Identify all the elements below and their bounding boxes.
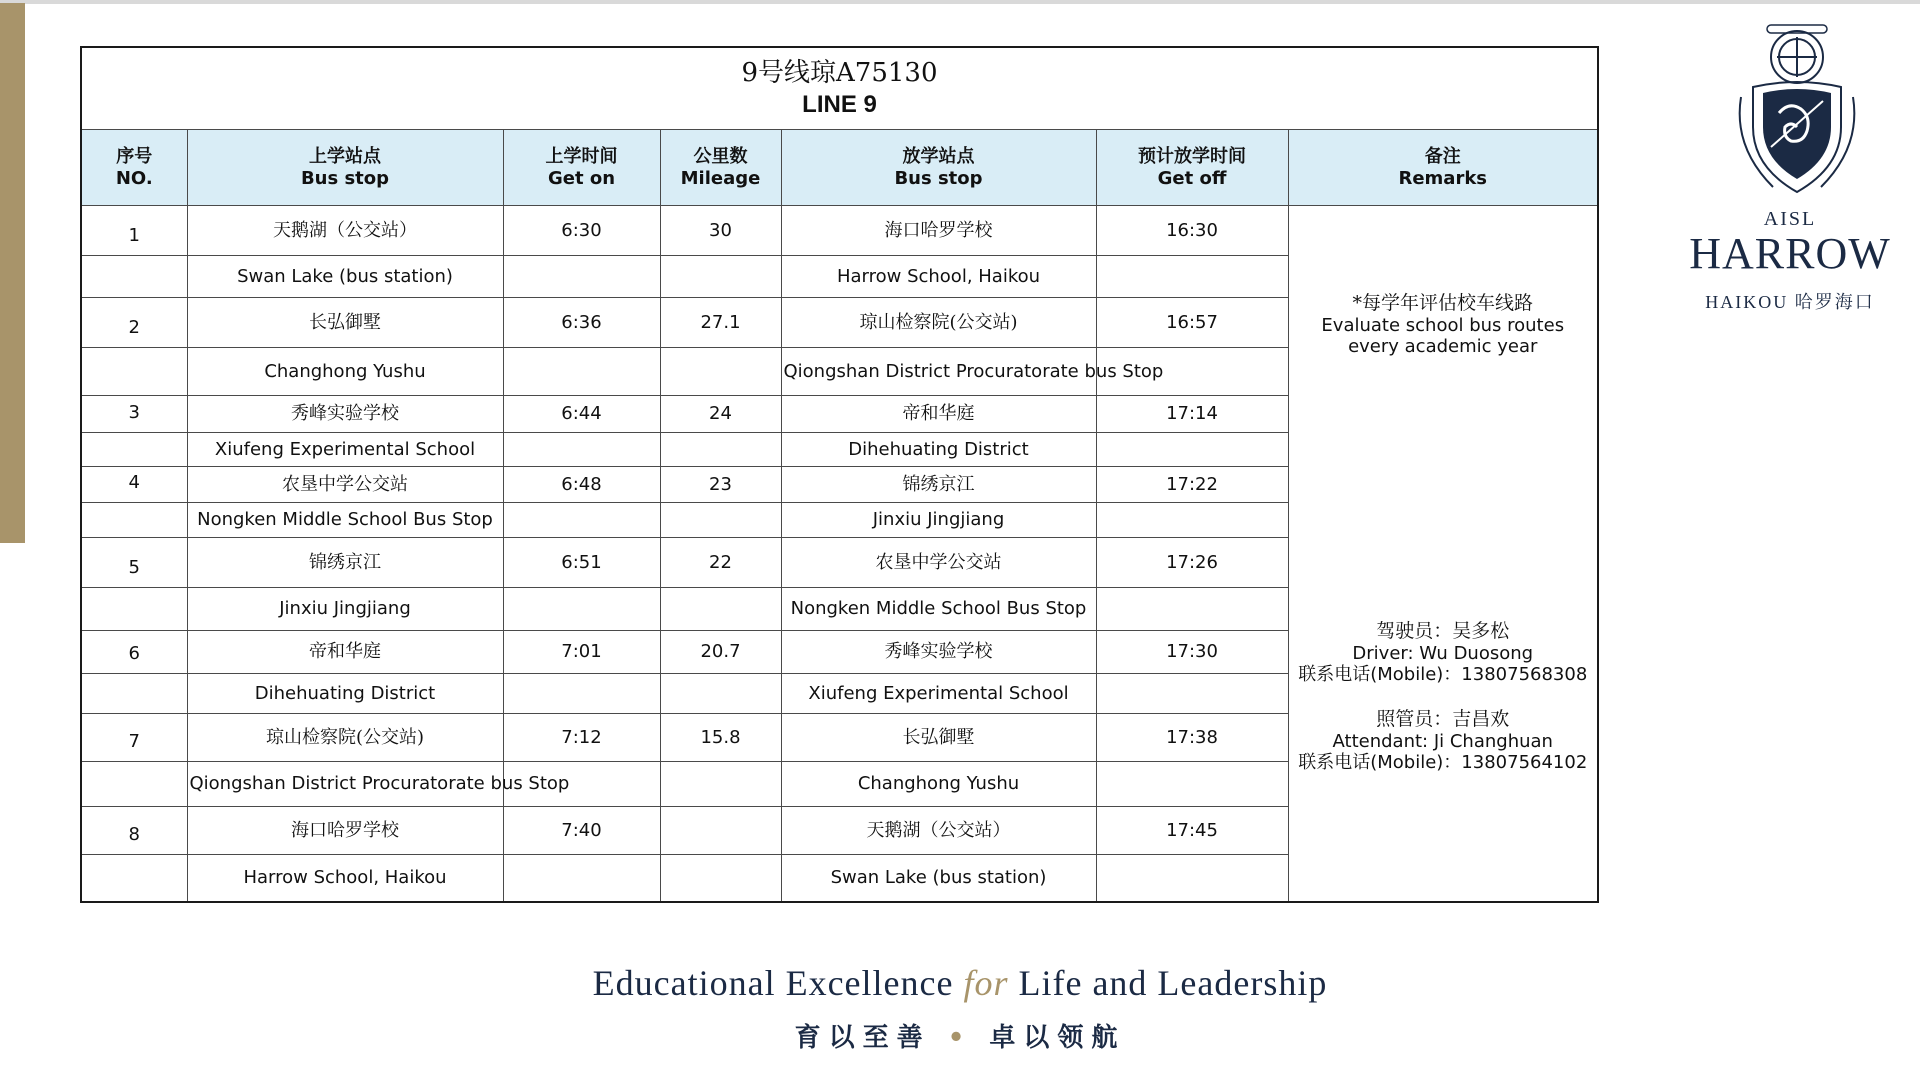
get-off-empty xyxy=(1096,256,1288,298)
mileage-empty xyxy=(660,674,781,714)
remarks-cell xyxy=(1288,206,1598,902)
attendant-name-cn: 照管员：吉昌欢 xyxy=(1376,707,1510,730)
driver-name-cn: 驾驶员：吴多松 xyxy=(1376,619,1510,642)
pickup-stop-en: Swan Lake (bus station) xyxy=(187,256,503,298)
header-mileage: 公里数 Mileage xyxy=(660,130,781,206)
header-row xyxy=(81,130,1598,206)
row-number: 3 xyxy=(81,396,187,433)
pickup-stop-en: Qiongshan District Procuratorate bus Stop xyxy=(187,762,503,807)
pickup-stop-cn: 秀峰实验学校 xyxy=(187,396,503,433)
mileage: 24 xyxy=(660,396,781,433)
header-dropoff-stop: 放学站点 Bus stop xyxy=(781,130,1096,206)
pickup-stop-cn: 农垦中学公交站 xyxy=(187,467,503,503)
pickup-stop-en: Nongken Middle School Bus Stop xyxy=(187,503,503,538)
get-off-time: 17:38 xyxy=(1096,714,1288,762)
get-off-empty xyxy=(1096,855,1288,902)
get-on-empty xyxy=(503,348,660,396)
mileage-empty xyxy=(660,256,781,298)
mileage-empty xyxy=(660,762,781,807)
get-off-empty xyxy=(1096,674,1288,714)
get-on-time: 7:40 xyxy=(503,807,660,855)
row-number-empty xyxy=(81,503,187,538)
pickup-stop-cn: 天鹅湖（公交站） xyxy=(187,206,503,256)
row-number-empty xyxy=(81,588,187,631)
mileage-empty xyxy=(660,433,781,467)
row-number: 2 xyxy=(81,298,187,348)
row-number-empty xyxy=(81,348,187,396)
get-off-empty xyxy=(1096,503,1288,538)
attendant-name-en: Attendant: Ji Changhuan xyxy=(1332,730,1553,752)
mileage: 20.7 xyxy=(660,631,781,674)
attendant-phone: 联系电话(Mobile)：13807564102 xyxy=(1298,752,1588,774)
mileage-empty xyxy=(660,588,781,631)
table-row xyxy=(81,206,1598,256)
row-number: 7 xyxy=(81,714,187,762)
top-divider xyxy=(0,0,1920,4)
footer-tagline-cn: 育以至善 • 卓以领航 xyxy=(794,1023,1126,1053)
get-off-time: 16:30 xyxy=(1096,206,1288,256)
header-get-off: 预计放学时间 Get off xyxy=(1096,130,1288,206)
get-on-time: 6:30 xyxy=(503,206,660,256)
mileage: 30 xyxy=(660,206,781,256)
get-on-empty xyxy=(503,503,660,538)
dropoff-stop-en: Nongken Middle School Bus Stop xyxy=(781,588,1096,631)
mileage: 27.1 xyxy=(660,298,781,348)
dropoff-stop-cn: 天鹅湖（公交站） xyxy=(781,807,1096,855)
side-accent-bar xyxy=(0,3,25,543)
dropoff-stop-en: Jinxiu Jingjiang xyxy=(781,503,1096,538)
pickup-stop-en: Xiufeng Experimental School xyxy=(187,433,503,467)
dropoff-stop-cn: 琼山检察院(公交站) xyxy=(781,298,1096,348)
get-on-empty xyxy=(503,674,660,714)
get-off-empty xyxy=(1096,588,1288,631)
row-number-empty xyxy=(81,256,187,298)
get-on-time: 6:44 xyxy=(503,396,660,433)
pickup-stop-cn: 锦绣京江 xyxy=(187,538,503,588)
mileage-empty xyxy=(660,503,781,538)
get-on-time: 7:01 xyxy=(503,631,660,674)
row-number: 1 xyxy=(81,206,187,256)
get-on-time: 6:48 xyxy=(503,467,660,503)
dropoff-stop-en: Qiongshan District Procuratorate bus Stop xyxy=(781,348,1096,396)
row-number-empty xyxy=(81,433,187,467)
mileage: 15.8 xyxy=(660,714,781,762)
header-pickup-stop: 上学站点 Bus stop xyxy=(187,130,503,206)
title-en: LINE 9 xyxy=(802,90,877,118)
driver-phone: 联系电话(Mobile)：13807568308 xyxy=(1298,664,1588,686)
get-off-time: 17:45 xyxy=(1096,807,1288,855)
get-off-empty xyxy=(1096,762,1288,807)
dropoff-stop-cn: 海口哈罗学校 xyxy=(781,206,1096,256)
pickup-stop-en: Harrow School, Haikou xyxy=(187,855,503,902)
brand-aisl: AISL xyxy=(1763,208,1817,230)
mileage-empty xyxy=(660,348,781,396)
get-on-time: 7:12 xyxy=(503,714,660,762)
get-on-empty xyxy=(503,433,660,467)
title-cn: 9号线琼A75130 xyxy=(741,57,938,88)
get-on-empty xyxy=(503,855,660,902)
row-number-empty xyxy=(81,674,187,714)
bus-schedule-table xyxy=(80,46,1599,903)
row-number: 8 xyxy=(81,807,187,855)
pickup-stop-cn: 海口哈罗学校 xyxy=(187,807,503,855)
get-off-time: 17:30 xyxy=(1096,631,1288,674)
mileage: 22 xyxy=(660,538,781,588)
remark-evaluate-en: Evaluate school bus routes every academic year xyxy=(1321,314,1565,358)
dropoff-stop-en: Xiufeng Experimental School xyxy=(781,674,1096,714)
mileage-empty xyxy=(660,855,781,902)
pickup-stop-cn: 帝和华庭 xyxy=(187,631,503,674)
row-number: 5 xyxy=(81,538,187,588)
pickup-stop-en: Dihehuating District xyxy=(187,674,503,714)
row-number-empty xyxy=(81,762,187,807)
harrow-crest-logo xyxy=(1733,17,1861,207)
mileage: 23 xyxy=(660,467,781,503)
row-number: 6 xyxy=(81,631,187,674)
brand-harrow: HARROW xyxy=(1689,229,1891,278)
dropoff-stop-en: Harrow School, Haikou xyxy=(781,256,1096,298)
pickup-stop-cn: 长弘御墅 xyxy=(187,298,503,348)
driver-name-en: Driver: Wu Duosong xyxy=(1352,642,1534,664)
footer-tagline: Educational Excellence for Life and Leadership xyxy=(592,963,1328,1003)
dropoff-stop-en: Swan Lake (bus station) xyxy=(781,855,1096,902)
get-off-time: 17:26 xyxy=(1096,538,1288,588)
brand-haikou: HAIKOU 哈罗海口 xyxy=(1705,292,1875,312)
header-remarks: 备注 Remarks xyxy=(1288,130,1598,206)
header-no: 序号 NO. xyxy=(81,130,187,206)
dropoff-stop-en: Dihehuating District xyxy=(781,433,1096,467)
get-on-empty xyxy=(503,256,660,298)
dropoff-stop-cn: 帝和华庭 xyxy=(781,396,1096,433)
header-get-on: 上学时间 Get on xyxy=(503,130,660,206)
get-off-time: 17:14 xyxy=(1096,396,1288,433)
dropoff-stop-cn: 农垦中学公交站 xyxy=(781,538,1096,588)
get-on-empty xyxy=(503,588,660,631)
get-on-time: 6:36 xyxy=(503,298,660,348)
dropoff-stop-cn: 秀峰实验学校 xyxy=(781,631,1096,674)
pickup-stop-en: Jinxiu Jingjiang xyxy=(187,588,503,631)
mileage xyxy=(660,807,781,855)
get-on-time: 6:51 xyxy=(503,538,660,588)
get-off-time: 17:22 xyxy=(1096,467,1288,503)
get-off-time: 16:57 xyxy=(1096,298,1288,348)
table-title xyxy=(81,47,1598,130)
row-number: 4 xyxy=(81,467,187,503)
dropoff-stop-cn: 锦绣京江 xyxy=(781,467,1096,503)
dropoff-stop-cn: 长弘御墅 xyxy=(781,714,1096,762)
title-row xyxy=(81,47,1598,130)
dropoff-stop-en: Changhong Yushu xyxy=(781,762,1096,807)
pickup-stop-cn: 琼山检察院(公交站) xyxy=(187,714,503,762)
row-number-empty xyxy=(81,855,187,902)
pickup-stop-en: Changhong Yushu xyxy=(187,348,503,396)
remark-evaluate-cn: *每学年评估校车线路 xyxy=(1352,292,1534,314)
get-off-empty xyxy=(1096,433,1288,467)
